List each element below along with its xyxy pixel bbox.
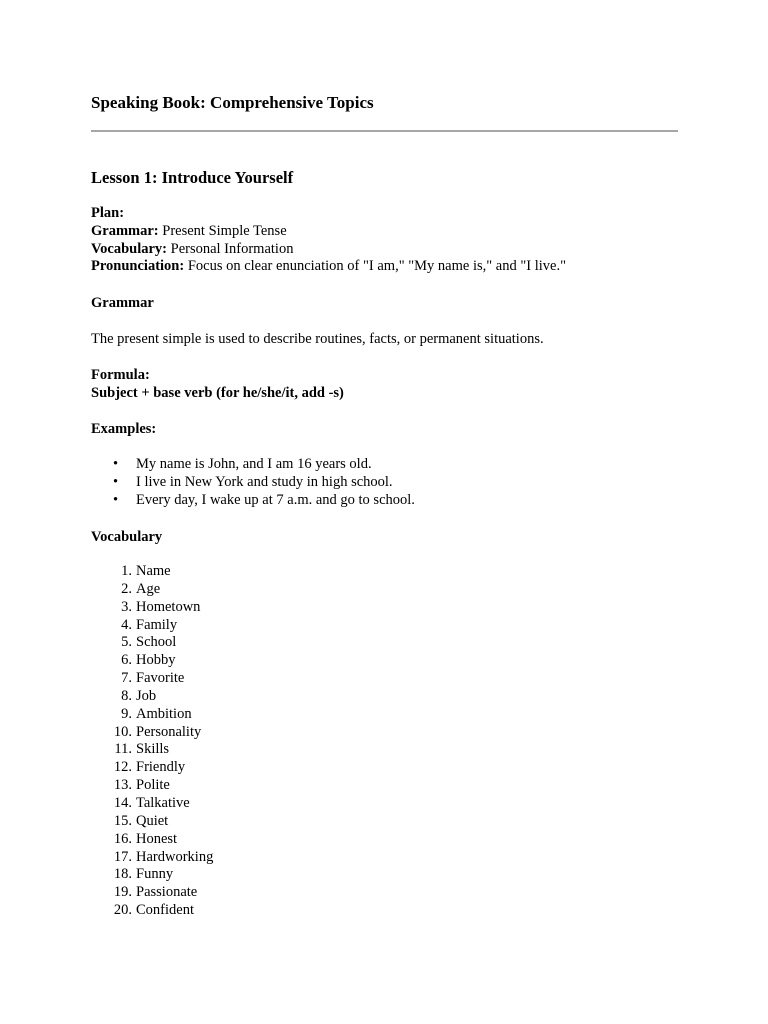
- plan-label: Plan:: [91, 205, 125, 221]
- vocabulary-number: 1.: [121, 563, 132, 579]
- vocabulary-item: [91, 759, 213, 777]
- vocabulary-item: [91, 902, 213, 920]
- vocabulary-item: [91, 849, 213, 867]
- formula-label: Formula:: [91, 367, 150, 383]
- vocabulary-number: 15.: [113, 812, 132, 829]
- vocabulary-item: [91, 617, 213, 635]
- vocabulary-word: Age: [136, 580, 161, 597]
- vocabulary-number: 6.: [121, 652, 132, 669]
- vocabulary-number: 20.: [113, 902, 132, 919]
- vocabulary-item: [91, 688, 213, 706]
- vocabulary-item: [91, 563, 213, 581]
- vocabulary-heading: Vocabulary: [91, 529, 163, 545]
- vocabulary-item: [91, 777, 213, 795]
- vocabulary-number: 13.: [113, 777, 132, 794]
- vocabulary-item: [91, 599, 213, 617]
- vocabulary-word: Name: [136, 563, 171, 579]
- plan-pronunciation-label: Pronunciation:: [91, 258, 185, 275]
- vocabulary-word: Quiet: [136, 812, 169, 829]
- examples-heading: Examples:: [91, 421, 157, 437]
- vocabulary-item: [91, 724, 213, 742]
- plan-pronunciation-line: [91, 258, 566, 276]
- formula-block: [91, 366, 344, 402]
- example-item: [91, 491, 415, 509]
- vocabulary-item: [91, 581, 213, 599]
- vocabulary-word: Confident: [136, 902, 194, 919]
- vocabulary-word: Skills: [136, 741, 170, 758]
- vocabulary-list: [91, 563, 213, 920]
- vocabulary-number: 12.: [113, 759, 132, 776]
- vocabulary-word: Favorite: [136, 670, 185, 687]
- grammar-heading: Grammar: [91, 295, 154, 311]
- vocabulary-word: School: [136, 634, 177, 651]
- vocabulary-item: [91, 813, 213, 831]
- vocabulary-word: Funny: [136, 866, 174, 883]
- vocabulary-word: Hardworking: [136, 848, 214, 865]
- lesson-plan: [91, 205, 566, 276]
- example-text: My name is John, and I am 16 years old.: [136, 456, 372, 472]
- vocabulary-item: [91, 884, 213, 902]
- vocabulary-word: Ambition: [136, 705, 192, 722]
- grammar-description: The present simple is used to describe routines, facts, or permanent situations.: [91, 331, 544, 347]
- example-item: [91, 455, 415, 473]
- vocabulary-number: 18.: [113, 866, 132, 883]
- vocabulary-number: 14.: [113, 794, 132, 811]
- vocabulary-item: [91, 831, 213, 849]
- vocabulary-item: [91, 670, 213, 688]
- vocabulary-item: [91, 741, 213, 759]
- example-item: [91, 473, 415, 491]
- bullet-icon: •: [113, 492, 119, 508]
- plan-pronunciation-value: Focus on clear enunciation of "I am," "My name is," and "I live.": [184, 258, 567, 275]
- vocabulary-number: 19.: [113, 884, 132, 901]
- vocabulary-word: Honest: [136, 830, 178, 847]
- vocabulary-item: [91, 706, 213, 724]
- plan-grammar-line: [91, 223, 566, 241]
- vocabulary-number: 2.: [121, 580, 132, 597]
- vocabulary-item: [91, 652, 213, 670]
- plan-vocabulary-line: [91, 241, 566, 259]
- vocabulary-number: 9.: [121, 705, 132, 722]
- vocabulary-number: 7.: [121, 670, 132, 687]
- vocabulary-item: [91, 634, 213, 652]
- plan-vocabulary-value: Personal Information: [167, 240, 294, 257]
- vocabulary-number: 5.: [121, 634, 132, 651]
- plan-vocabulary-label: Vocabulary:: [91, 240, 167, 257]
- bullet-icon: •: [113, 456, 119, 472]
- vocabulary-number: 8.: [121, 687, 132, 704]
- plan-grammar-value: Present Simple Tense: [158, 222, 287, 239]
- vocabulary-word: Talkative: [136, 794, 190, 811]
- vocabulary-word: Friendly: [136, 759, 186, 776]
- vocabulary-word: Polite: [136, 777, 170, 794]
- vocabulary-word: Job: [136, 687, 157, 704]
- vocabulary-item: [91, 866, 213, 884]
- vocabulary-number: 17.: [113, 848, 132, 865]
- bullet-icon: •: [113, 474, 119, 490]
- vocabulary-word: Personality: [136, 723, 202, 740]
- lesson-title: Lesson 1: Introduce Yourself: [91, 168, 294, 187]
- vocabulary-word: Family: [136, 616, 178, 633]
- example-text: Every day, I wake up at 7 a.m. and go to school.: [136, 492, 415, 508]
- example-text: I live in New York and study in high school.: [136, 474, 393, 490]
- formula-text: Subject + base verb (for he/she/it, add -s): [91, 385, 344, 401]
- plan-line: [91, 205, 566, 223]
- vocabulary-number: 4.: [121, 616, 132, 633]
- title-divider: [91, 130, 678, 132]
- vocabulary-item: [91, 795, 213, 813]
- examples-list: [91, 455, 415, 509]
- vocabulary-number: 11.: [114, 741, 132, 758]
- plan-grammar-label: Grammar:: [91, 222, 159, 239]
- vocabulary-number: 16.: [113, 830, 132, 847]
- vocabulary-word: Passionate: [136, 884, 198, 901]
- vocabulary-number: 3.: [121, 598, 132, 615]
- vocabulary-number: 10.: [113, 723, 132, 740]
- document-title: Speaking Book: Comprehensive Topics: [91, 93, 374, 112]
- vocabulary-word: Hobby: [136, 652, 176, 669]
- vocabulary-word: Hometown: [136, 598, 201, 615]
